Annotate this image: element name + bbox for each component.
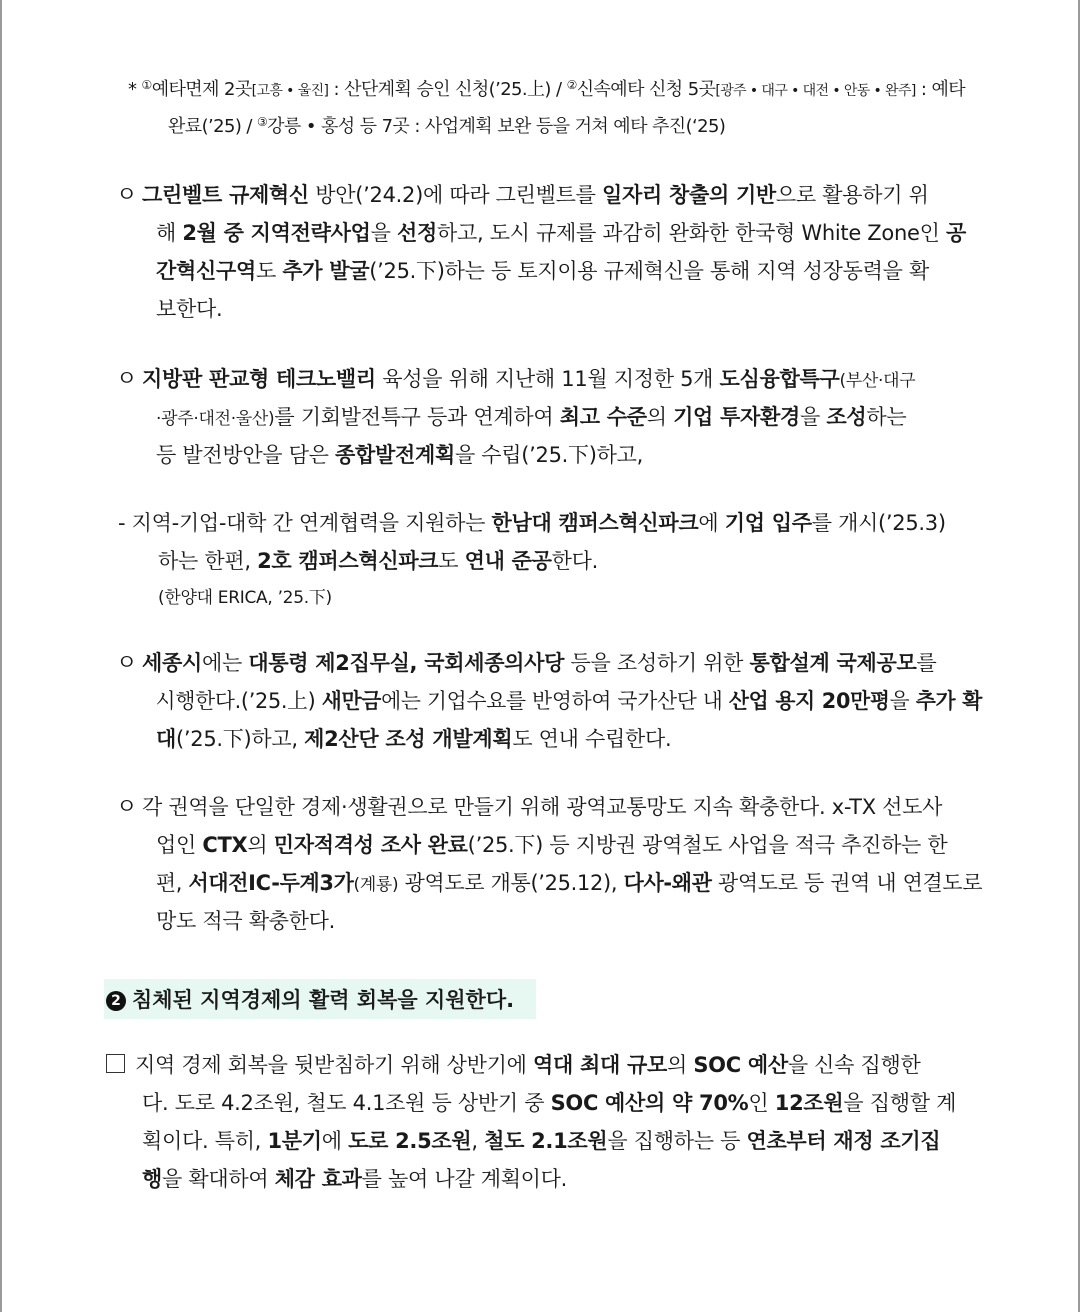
paragraph-line [116,398,915,436]
bold-text: 추가 발굴 [282,259,370,283]
bold-text: 2월 중 지역전략사업 [182,221,371,245]
bold-text: 대통령 제2집무실, 국회세종의사당 [248,651,565,675]
paragraph-soc-budget [106,1046,956,1198]
paragraph-line [116,864,982,902]
bold-text: SOC 예산의 약 70% [550,1091,749,1115]
bold-text: 기업 입주 [724,511,812,535]
text: 를 높여 나갈 계획이다. [361,1167,568,1191]
text: 해 [156,221,183,245]
note-text: : 산단계획 승인 신청(’25.上) / [328,79,567,100]
section-heading-text: 침체된 지역경제의 활력 회복을 지원한다. [132,988,515,1012]
text: 를 개시(’25.3) [811,511,946,535]
bold-text: 산업 용지 20만평 [728,689,890,713]
circled-number-2: ② [566,78,577,92]
text: 을 [800,405,827,429]
paragraph-line [118,504,946,542]
bold-text: 행 [142,1167,162,1191]
note-text: : 예타 [915,79,966,100]
circled-number-1: ① [141,78,152,92]
text: 보한다. [156,297,223,321]
bold-text: 2호 캠퍼스혁신파크 [257,549,439,573]
bold-text: 추가 확 [915,689,982,713]
text: (’25.下)하고, [176,727,305,751]
text: 를 [916,651,937,675]
note-text: 예타면제 2곳 [151,79,252,100]
circle-bullet: ㅇ [116,795,137,820]
bold-text: 연내 준공 [464,549,552,573]
text: 에 [698,511,725,535]
circled-number-3: ③ [256,115,268,129]
circle-bullet: ㅇ [116,367,137,392]
filled-circled-number-icon: 2 [106,991,126,1011]
bold-text: 제2산단 조성 개발계획 [304,727,513,751]
text: 의 [247,833,274,857]
text: 의 [666,1053,694,1077]
text: 에는 [201,651,249,675]
text: 을 [889,689,916,713]
bold-text: 대 [156,727,176,751]
paragraph-line [116,788,986,826]
bold-text: 연초부터 재정 조기집 [746,1129,941,1153]
text: 광역도로 등 권역 내 연결도로 [711,871,983,895]
bold-text: 12조원 [774,1091,844,1115]
text: 에는 기업수요를 반영하여 국가산단 내 [381,689,729,713]
text: (’25.下)하는 등 토지이용 규제혁신을 통해 지역 성장동력을 확 [369,259,929,283]
paragraph-line [116,214,966,252]
paragraph-transport [116,788,986,940]
bold-text: 서대전IC-두계3가 [188,871,354,895]
bold-text: 다사-왜관 [623,871,712,895]
paragraph-line [116,360,915,398]
bold-text: SOC 예산 [693,1053,788,1077]
text: 하고, 도시 규제를 과감히 완화한 한국형 White Zone인 [436,221,946,245]
bold-text: 철도 2.1조원 [484,1129,608,1153]
text: 업인 [156,833,203,857]
note-bracket: [고흥 • 울진] [251,83,329,99]
checkbox-square-icon [106,1054,125,1073]
text: 을 집행하는 등 [607,1129,747,1153]
bold-text: 기업 투자환경 [673,405,800,429]
text: 을 [370,221,397,245]
text: 의 [646,405,674,429]
text: 하는 [866,405,907,429]
bold-text: 최고 수준 [559,405,647,429]
text: 을 집행할 계 [843,1091,957,1115]
paragraph-line [116,436,915,474]
text: 한다. [551,549,598,573]
bold-text: CTX [202,833,248,857]
bold-text: 역대 최대 규모 [533,1053,667,1077]
text: 지역 경제 회복을 뒷받침하기 위해 상반기에 [135,1053,533,1077]
paragraph-line [116,644,992,682]
text: 망도 적극 확충한다. [156,909,336,933]
paragraph-line [116,826,986,864]
bold-text: 1분기 [267,1129,322,1153]
text: 를 기회발전특구 등과 연계하여 [274,405,560,429]
paragraph-line [106,1046,956,1084]
note-text: 신속예타 신청 5곳 [576,79,716,100]
section-heading [106,982,514,1018]
paragraph-line [116,902,986,940]
text: 하는 한편, [158,549,258,573]
bold-text: 일자리 창출의 기반 [602,183,776,207]
text: 다. 도로 4.2조원, 철도 4.1조원 등 상반기 중 [142,1091,551,1115]
paragraph-line [116,176,966,214]
paragraph-line [116,682,982,720]
text: 으로 활용하기 위 [775,183,929,207]
asterisk: * [128,79,142,100]
text: 편, [155,871,189,895]
paragraph-line [106,1122,956,1160]
small-text: (한양대 ERICA, ’25.下) [158,588,332,608]
footnote-line-1 [128,72,988,109]
paragraph-line [118,542,946,580]
paragraph-campus-park [118,504,946,618]
text: 도 [255,259,283,283]
small-text: (부산·대구 [839,371,916,391]
bold-text: 도로 2.5조원 [348,1129,472,1153]
text: 방안(’24.2)에 따라 그린벨트를 [308,183,602,207]
text: 등을 조성하기 위한 [564,651,750,675]
bold-text: 도심융합특구 [719,367,840,391]
paragraph-line [116,290,966,328]
text: 을 확대하여 [162,1167,275,1191]
paragraph-technovalley [116,360,915,474]
circle-bullet: ㅇ [116,651,137,676]
text: 시행한다.(’25.上) [155,689,322,713]
paragraph-sejong [116,644,992,758]
bold-text: 지방판 판교형 테크노밸리 [142,367,376,391]
text: 각 권역을 단일한 경제·생활권으로 만들기 위해 광역교통망도 지속 확충한다. x-TX 선도사 [142,795,943,819]
text: - 지역-기업-대학 간 연계협력을 지원하는 [118,511,492,535]
small-text: (계룡) [353,875,399,895]
text: 도 [438,549,465,573]
bold-text: 선정 [396,221,437,245]
text: 광역도로 개통(’25.12), [398,871,624,895]
paragraph-line [118,580,946,618]
footnote-line-2 [128,109,988,144]
note-bracket: [광주 • 대구 • 대전 • 안동 • 완주] [715,83,916,99]
bold-text: 종합발전계획 [335,443,455,467]
footnote [128,72,988,144]
bold-text: 조성 [826,405,867,429]
bold-text: 그린벨트 규제혁신 [142,183,309,207]
bold-text: 새만금 [321,689,382,713]
bold-text: 공 [945,221,966,245]
paragraph-line [116,720,992,758]
bold-text: 한남대 캠퍼스혁신파크 [491,511,699,535]
text: 획이다. 특히, [142,1129,268,1153]
text: , [471,1129,485,1153]
page-left-border [0,0,2,1312]
text: 육성을 위해 지난해 11월 지정한 5개 [375,367,720,391]
small-text: ·광주·대전·울산) [156,409,275,429]
text: 을 신속 집행한 [787,1053,921,1077]
paragraph-greenbelt [116,176,966,328]
paragraph-line [116,252,966,290]
text: 등 발전방안을 담은 [156,443,336,467]
bold-text: 통합설계 국제공모 [749,651,917,675]
text: 인 [748,1091,775,1115]
bold-text: 간혁신구역 [156,259,256,283]
bold-text: 체감 효과 [274,1167,362,1191]
bold-text: 민자적격성 조사 완료 [273,833,468,857]
paragraph-line [106,1084,956,1122]
paragraph-line [106,1160,956,1198]
bold-text: 세종시 [142,651,202,675]
text: 도 연내 수립한다. [512,727,672,751]
note-text: 완료(’25) / [168,116,257,137]
note-text: 강릉 • 홍성 등 7곳 : 사업계획 보완 등을 거쳐 예타 추진(‘25) [267,116,726,137]
text: 에 [321,1129,349,1153]
circle-bullet: ㅇ [116,183,137,208]
text: (’25.下) 등 지방권 광역철도 사업을 적극 추진하는 한 [467,833,948,857]
text: 을 수립(’25.下)하고, [454,443,643,467]
